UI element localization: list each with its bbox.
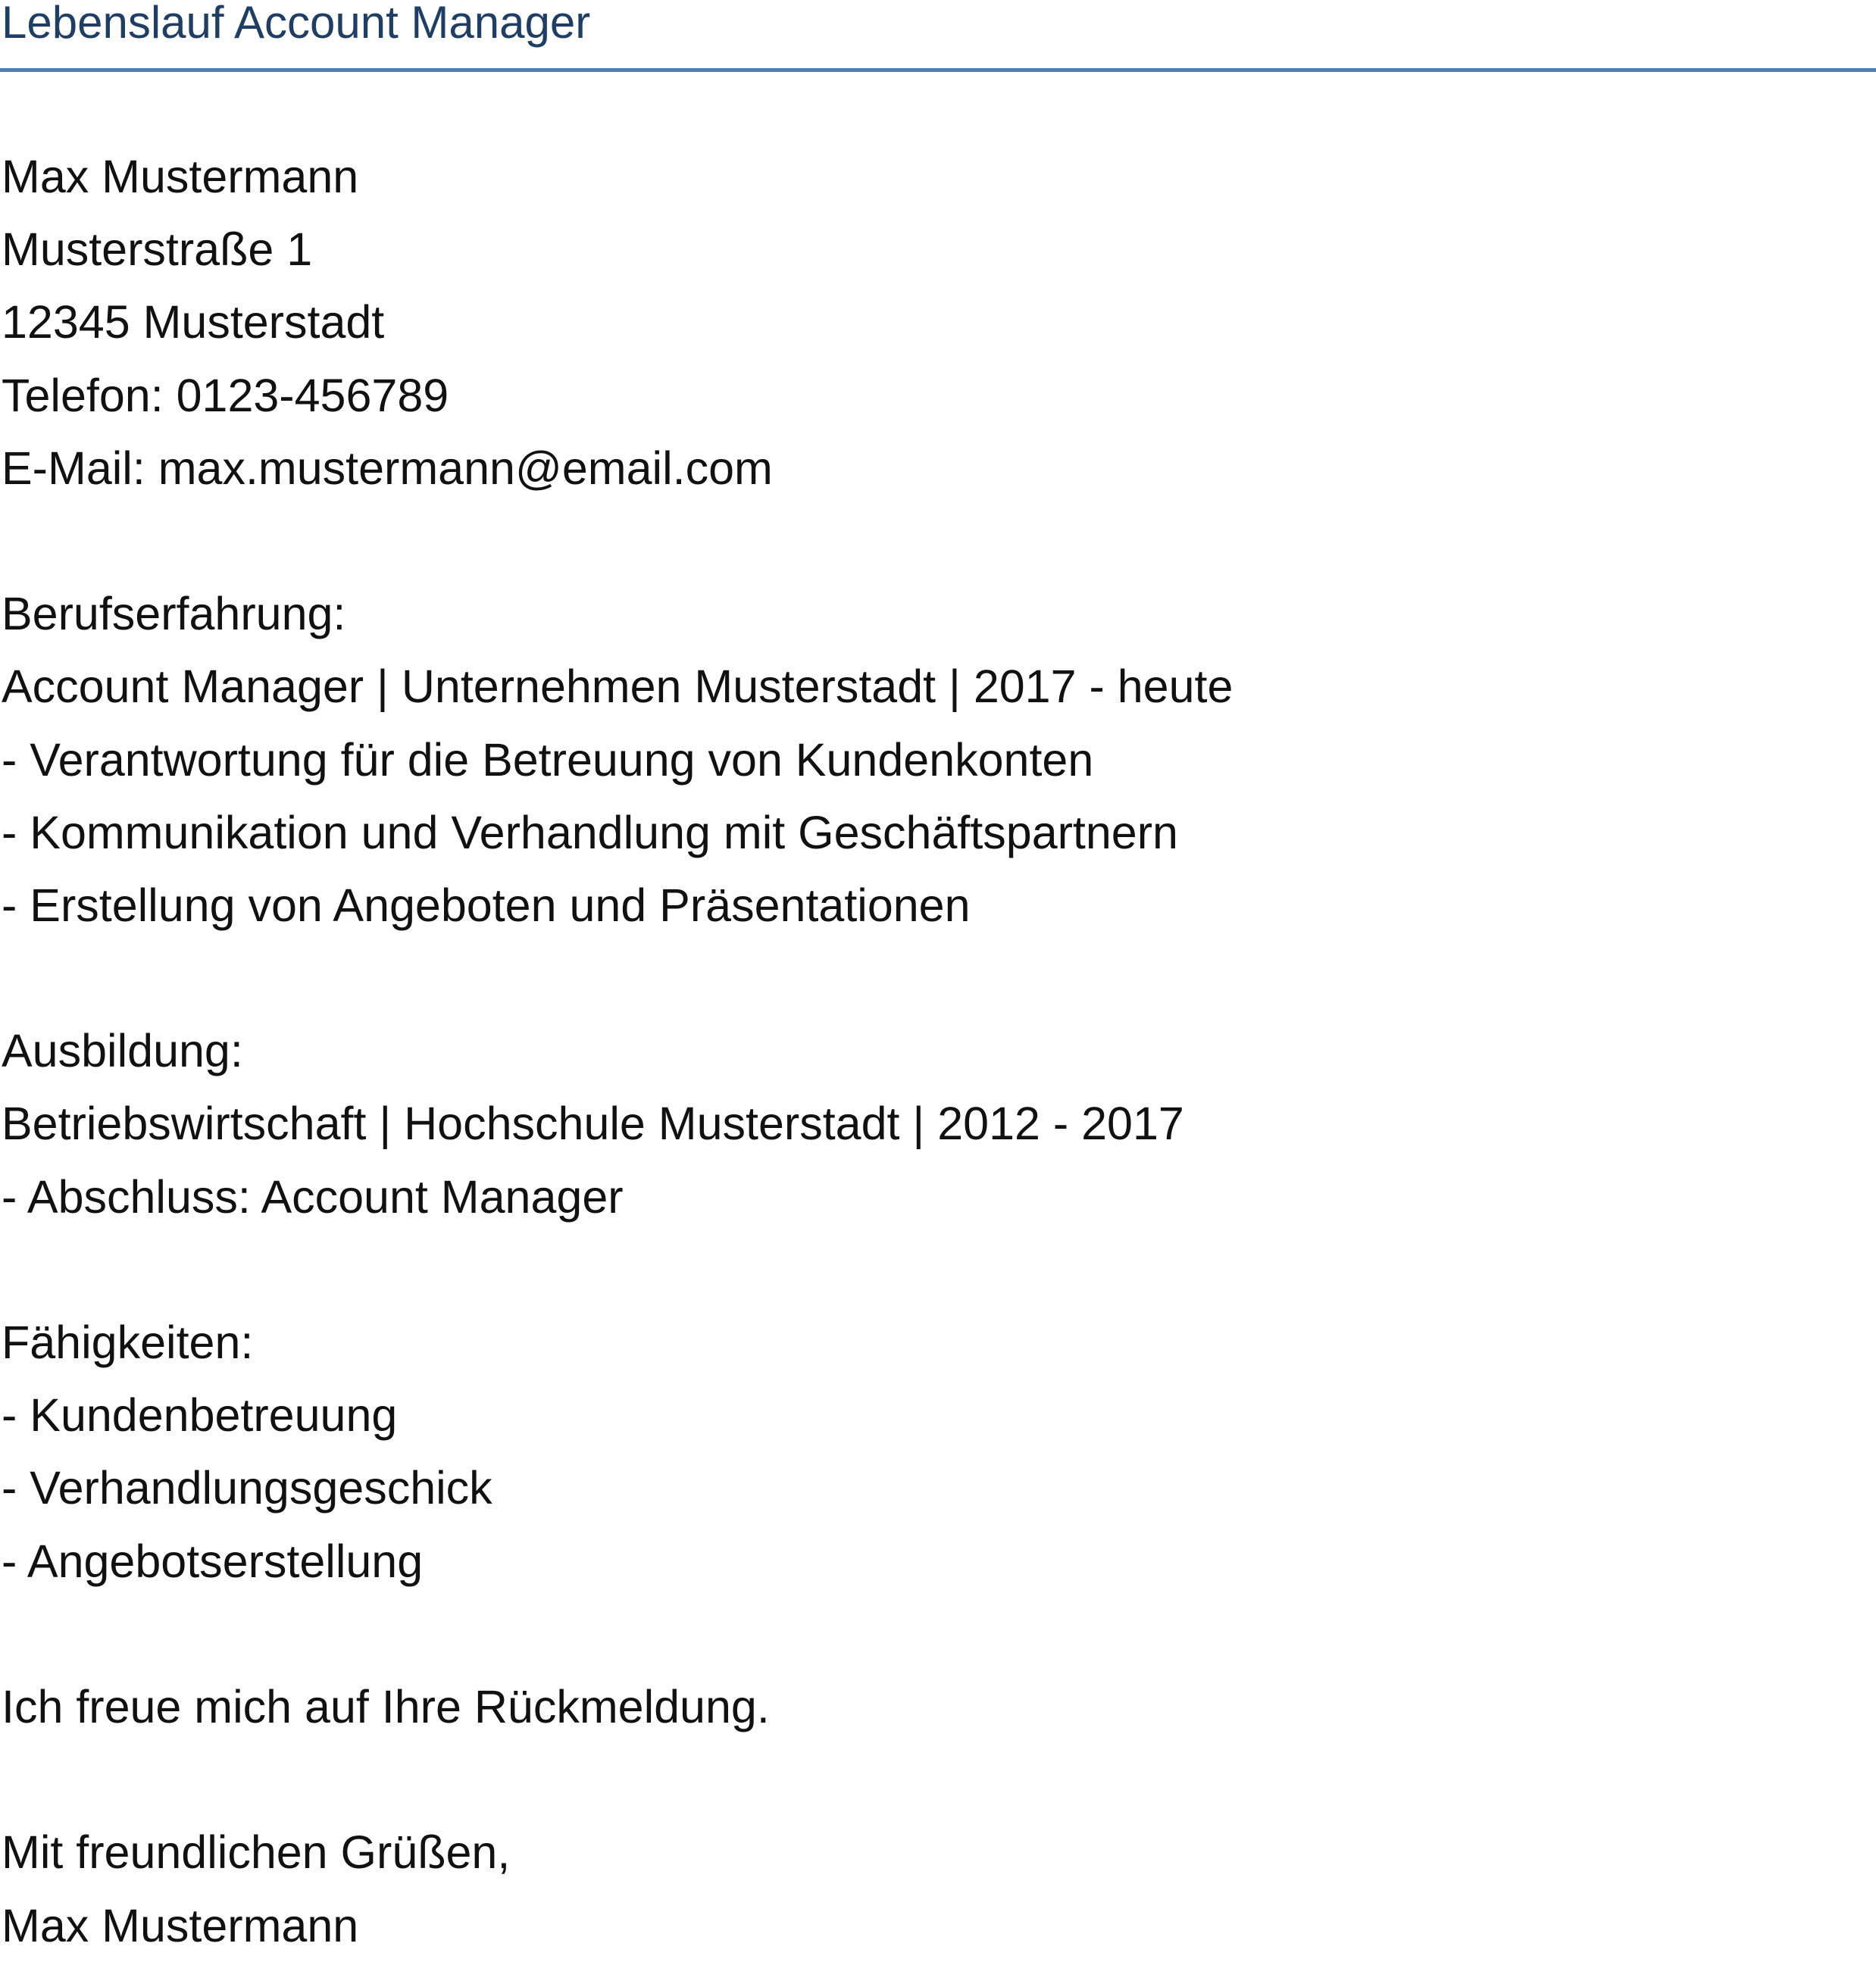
education-item: - Abschluss: Account Manager	[2, 1170, 624, 1223]
experience-item: - Verantwortung für die Betreuung von Kundenkonten	[2, 733, 1094, 786]
spacer	[2, 1233, 1865, 1306]
contact-phone: Telefon: 0123-456789	[2, 369, 449, 421]
skill-item: - Verhandlungsgeschick	[2, 1462, 492, 1514]
closing-sentence: Ich freue mich auf Ihre Rückmeldung.	[2, 1680, 770, 1732]
title-underline	[0, 68, 1876, 72]
signature-name: Max Mustermann	[2, 1899, 359, 1951]
experience-item: - Kommunikation und Verhandlung mit Geschäftspartnern	[2, 806, 1178, 858]
spacer	[2, 505, 1865, 577]
spacer	[2, 1598, 1865, 1670]
contact-name: Max Mustermann	[2, 151, 359, 202]
contact-street: Musterstraße 1	[2, 223, 313, 276]
spacer	[2, 942, 1865, 1014]
skill-item: - Angebotserstellung	[2, 1535, 424, 1587]
document-title: Lebenslauf Account Manager	[2, 0, 591, 48]
education-heading: Ausbildung:	[2, 1025, 243, 1077]
experience-item: - Erstellung von Angeboten und Präsentationen	[2, 879, 971, 931]
education-entry: Betriebswirtschaft | Hochschule Musterstadt | 2012 - 2017	[2, 1098, 1184, 1150]
experience-position: Account Manager | Unternehmen Musterstadt | 2017 - heute	[2, 661, 1233, 713]
spacer	[2, 1743, 1865, 1816]
skills-heading: Fähigkeiten:	[2, 1317, 254, 1368]
experience-heading: Berufserfahrung:	[2, 588, 346, 640]
skill-item: - Kundenbetreuung	[2, 1389, 398, 1442]
contact-city: 12345 Musterstadt	[2, 296, 385, 348]
salutation: Mit freundlichen Grüßen,	[2, 1826, 511, 1879]
contact-email: E-Mail: max.mustermann@email.com	[2, 442, 773, 494]
document-body	[2, 140, 1865, 1962]
